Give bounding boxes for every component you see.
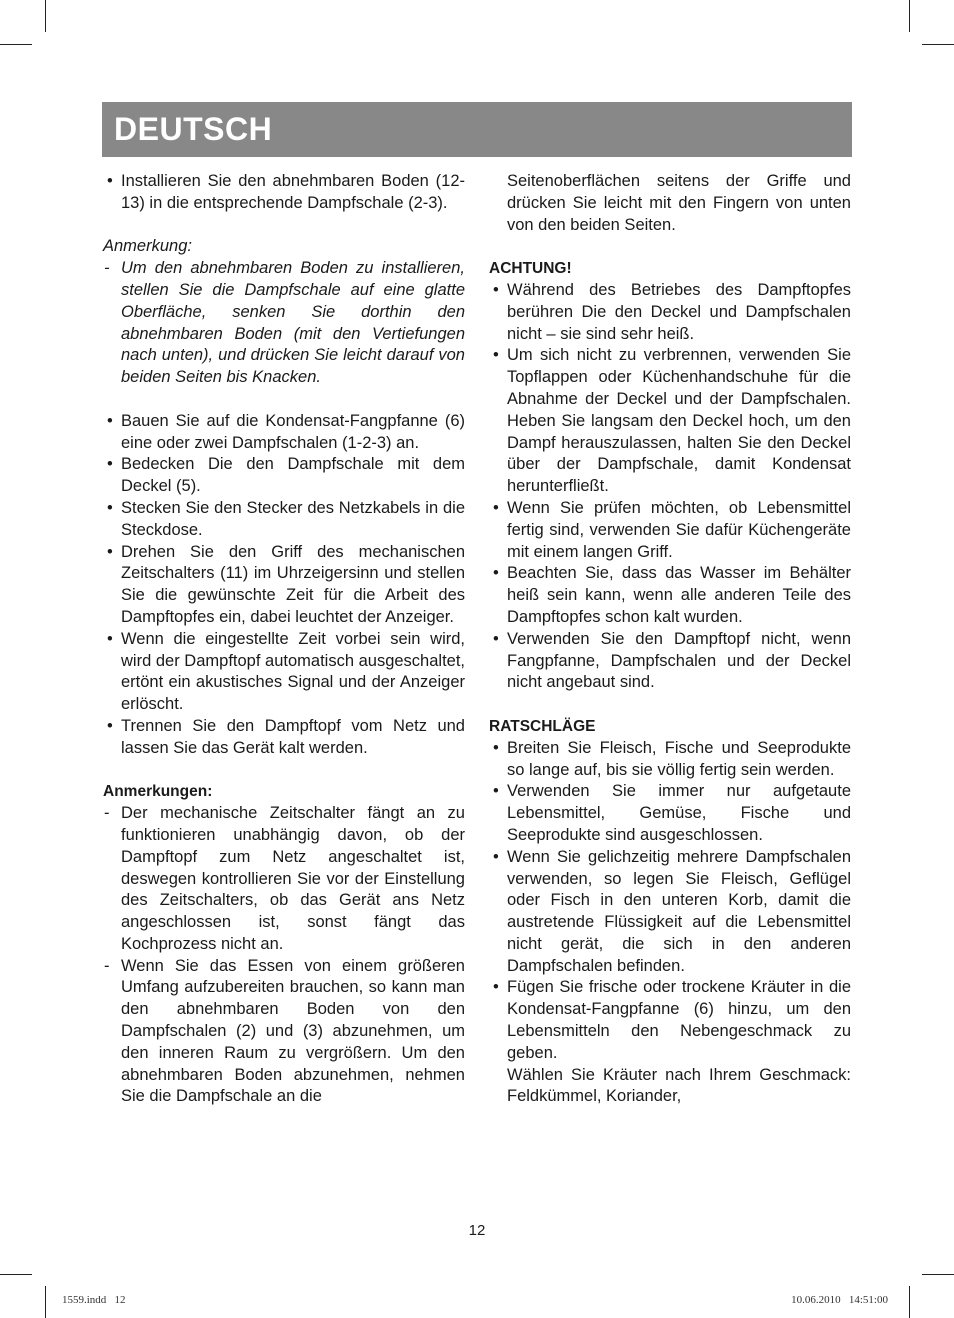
list-item: • Stecken Sie den Stecker des Netzkabels in die Steckdose. — [107, 498, 465, 539]
note-item: - Wenn Sie das Essen von einem größeren Umfang aufzubereiten brauchen, so kann man den abnehmbaren Boden von den Dampfschalen (2) und (3) abzunehmen, um den inneren Raum zu vergrößern. Um den abnehmbaren Boden abzunehmen, nehmen Sie die Dampfschale an die — [104, 956, 465, 1106]
list-item: • Verwenden Sie immer nur aufgetaute Lebensmittel, Gemüse, Fische und Seeprodukte sind ausgeschlossen. — [493, 782, 851, 844]
continued-text: Wählen Sie Kräuter nach Ihrem Geschmack: Feldkümmel, Koriander, — [507, 1065, 851, 1106]
continued-text: Seitenoberflächen seitens der Griffe und drücken Sie leicht mit den Fingern von unten von den beiden Seiten. — [507, 172, 851, 234]
note-item: - Der mechanische Zeitschalter fängt an zu funktionieren unabhängig davon, ob der Dampftopf zum Netz angeschaltet ist, deswegen kontrollieren Sie vor der Einstellung des Zeitschalters, ob das Gerät ans Netz angeschlossen ist, sonst fängt das Kochprozess nicht an. — [104, 804, 465, 953]
notes-heading: Anmerkungen: — [103, 783, 213, 801]
list-item: • Verwenden Sie den Dampftopf nicht, wenn Fangpfanne, Dampfschalen und der Deckel nicht angebaut sind. — [493, 629, 851, 692]
list-item: • Breiten Sie Fleisch, Fische und Seeprodukte so lange auf, bis sie völlig fertig sein werden. — [493, 738, 851, 779]
crop-mark — [45, 0, 46, 32]
crop-mark — [922, 44, 954, 45]
list-item: • Wenn Sie prüfen möchten, ob Lebensmittel fertig sind, verwenden Sie dafür Küchengeräte mit einem langen Griff. — [493, 498, 851, 561]
list-item: • Um sich nicht zu verbrennen, verwenden Sie Topflappen oder Küchenhandschuhe für die Abnahme der Deckel und der Dampfschalen. Heben Sie langsam den Deckel hoch, um den Dampf herauszulassen, halten Sie den Deckel über der Dampfschale, damit Kondensat herunterfließt. — [493, 346, 851, 496]
list-item: • Fügen Sie frische oder trockene Kräuter in die Kondensat-Fangpfanne (6) hinzu, um den Lebensmitteln den Nebengeschmack zu geben. — [493, 978, 851, 1062]
crop-mark — [922, 1274, 954, 1275]
list-item: • Beachten Sie, dass das Wasser im Behälter heiß sein kann, wenn alle anderen Teile des Dampftopfes schon kalt wurden. — [493, 564, 851, 626]
list-item: • Während des Betriebes des Dampftopfes berühren Die den Deckel und Dampfschalen nicht – sie sind sehr heiß. — [493, 280, 851, 343]
list-item: • Bedecken Die den Dampfschale mit dem Deckel (5). — [107, 455, 465, 496]
list-item: • Drehen Sie den Griff des mechanischen Zeitschalters (11) im Uhrzeigersinn und stellen Sie die gewünschte Zeit für die Arbeit des Dampftopfes ein, dabei leuchtet der Anzeiger. — [107, 542, 465, 626]
list-item: • Bauen Sie auf die Kondensat-Fangpfanne (6) eine oder zwei Dampfschalen (1-2-3) an. — [107, 411, 465, 452]
section-header-bar — [102, 102, 852, 157]
note-label: Anmerkung: — [103, 237, 192, 256]
crop-mark — [45, 1286, 46, 1318]
slug-file: 1559.indd 12 — [62, 1294, 126, 1306]
right-column — [489, 171, 851, 1108]
left-column — [103, 171, 465, 1108]
section-title: DEUTSCH — [114, 111, 273, 147]
crop-mark — [0, 1274, 32, 1275]
crop-mark — [0, 44, 32, 45]
list-item: • Wenn Sie gelichzeitig mehrere Dampfschalen verwenden, so legen Sie Fleisch, Geflügel oder Fisch in den unteren Korb, damit die austretende Flüssigkeit auf die Lebensmittel nicht gerät, die sich in den anderen Dampfschalen befinden. — [493, 847, 851, 975]
crop-mark — [909, 0, 910, 32]
slug-date: 10.06.2010 14:51:00 — [791, 1294, 888, 1306]
list-item: • Trennen Sie den Dampftopf vom Netz und lassen Sie das Gerät kalt werden. — [107, 716, 465, 757]
page-number: 12 — [468, 1222, 486, 1239]
list-item: • Wenn die eingestellte Zeit vorbei sein wird, wird der Dampftopf automatisch ausgeschaltet, ertönt ein akustisches Signal und der Anzeiger erlöscht. — [107, 629, 465, 714]
list-item: • Installieren Sie den abnehmbaren Boden (12-13) in die entsprechende Dampfschale (2-3). — [107, 172, 465, 212]
tips-heading: RATSCHLÄGE — [489, 717, 596, 735]
warning-heading: ACHTUNG! — [489, 260, 572, 278]
note-item: - Um den abnehmbaren Boden zu installieren, stellen Sie die Dampfschale auf eine glatte Oberfläche, senken Sie dorthin den abnehmbaren Boden (mit den Vertiefungen nach unten), und drücken Sie leicht darauf von beiden Seiten bis Knacken. — [104, 259, 465, 387]
crop-mark — [909, 1286, 910, 1318]
